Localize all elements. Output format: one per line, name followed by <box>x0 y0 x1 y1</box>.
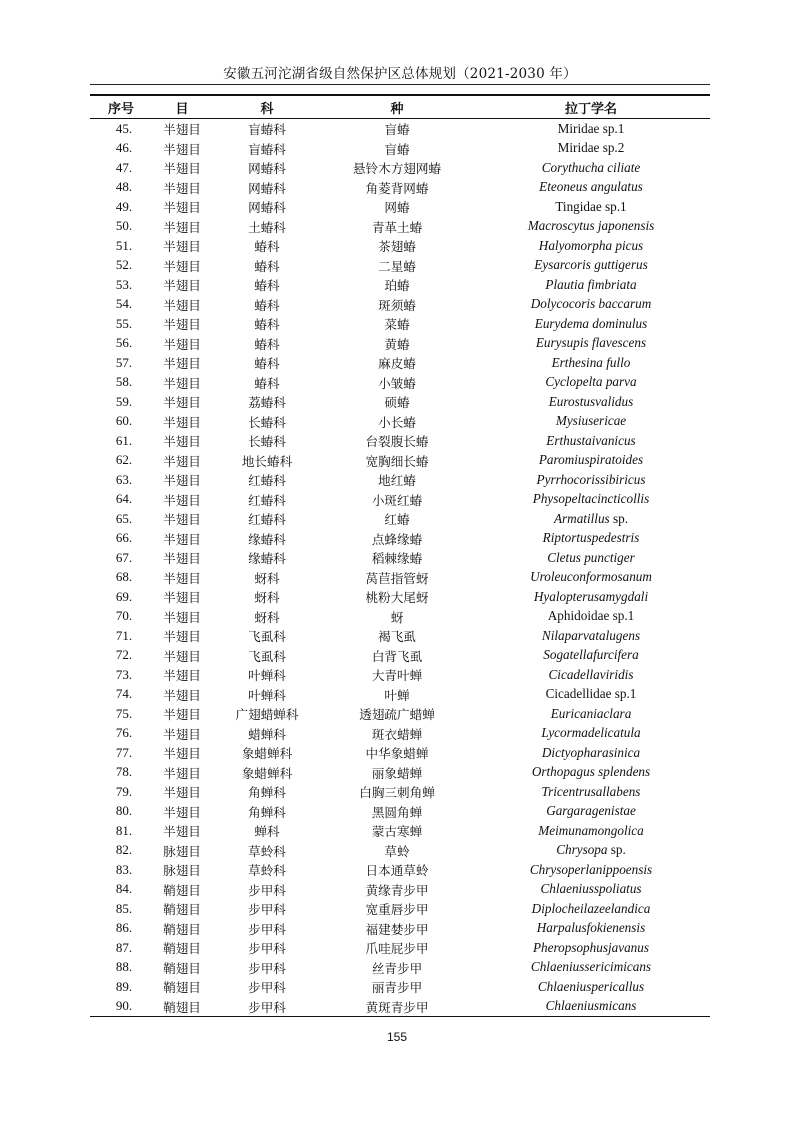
order-cell: 半翅目 <box>163 629 201 645</box>
row-index: 64. <box>115 491 133 507</box>
species-cell: 硕蝽 <box>384 395 410 411</box>
species-cell: 黄缘青步甲 <box>365 882 429 898</box>
page-header-title: 安徽五河沱湖省级自然保护区总体规划（2021-2030 年） <box>223 66 577 82</box>
row-index: 58. <box>115 374 133 390</box>
row-index: 74. <box>115 686 133 702</box>
order-cell: 半翅目 <box>163 453 201 469</box>
order-cell: 鞘翅目 <box>163 921 201 937</box>
family-cell: 长蝽科 <box>248 414 286 430</box>
table-row <box>90 217 710 237</box>
family-cell: 步甲科 <box>248 921 286 937</box>
row-index: 72. <box>115 647 133 663</box>
species-cell: 二星蝽 <box>378 258 416 274</box>
table-row <box>90 704 710 724</box>
species-cell: 悬铃木方翅网蝽 <box>352 161 442 177</box>
species-cell: 斑须蝽 <box>378 297 416 313</box>
table-row <box>90 841 710 861</box>
order-cell: 半翅目 <box>163 492 201 508</box>
row-index: 69. <box>115 588 133 604</box>
order-cell: 半翅目 <box>163 746 201 762</box>
row-index: 57. <box>115 354 133 370</box>
family-cell: 蜡蝉科 <box>248 726 286 742</box>
order-cell: 半翅目 <box>163 258 201 274</box>
order-cell: 半翅目 <box>163 648 201 664</box>
species-cell: 黄蝽 <box>384 336 410 352</box>
order-cell: 鞘翅目 <box>163 941 201 957</box>
row-index: 84. <box>115 881 133 897</box>
order-cell: 半翅目 <box>163 395 201 411</box>
row-index: 49. <box>115 198 133 214</box>
order-cell: 鞘翅目 <box>163 980 201 996</box>
order-cell: 半翅目 <box>163 765 201 781</box>
table-row <box>90 782 710 802</box>
row-index: 82. <box>115 842 133 858</box>
column-header-family: 科 <box>212 95 322 119</box>
species-cell: 菜蝽 <box>384 317 410 333</box>
species-cell: 青革土蝽 <box>371 219 423 235</box>
order-cell: 半翅目 <box>163 219 201 235</box>
row-index: 63. <box>115 471 133 487</box>
latin-name-cell: Eurostusvalidus <box>548 393 634 409</box>
order-cell: 半翅目 <box>163 336 201 352</box>
table-row <box>90 821 710 841</box>
table-row <box>90 529 710 549</box>
family-cell: 象蜡蝉科 <box>241 746 293 762</box>
family-cell: 象蜡蝉科 <box>241 765 293 781</box>
latin-name-cell: Uroleuconformosanum <box>530 569 652 585</box>
family-cell: 红蝽科 <box>248 473 286 489</box>
latin-name-cell: Diplocheilazeelandica <box>531 900 651 916</box>
row-index: 83. <box>115 861 133 877</box>
row-index: 70. <box>115 608 133 624</box>
latin-name-cell <box>472 509 710 529</box>
species-cell: 黄斑青步甲 <box>322 997 472 1017</box>
latin-name-cell: Erthesina fullo <box>551 354 631 370</box>
order-cell: 半翅目 <box>163 804 201 820</box>
table-row <box>90 236 710 256</box>
species-cell: 白胸三刺角蝉 <box>359 785 435 801</box>
table-row <box>90 197 710 217</box>
table-row <box>90 431 710 451</box>
family-cell: 长蝽科 <box>248 434 286 450</box>
row-index: 89. <box>115 978 133 994</box>
order-cell: 半翅目 <box>163 375 201 391</box>
order-cell: 半翅目 <box>163 590 201 606</box>
latin-name-cell: Sogatellafurcifera <box>543 647 639 663</box>
header-divider <box>90 84 710 85</box>
row-index: 67. <box>115 549 133 565</box>
row-index: 61. <box>115 432 133 448</box>
species-cell: 宽重唇步甲 <box>365 902 429 918</box>
row-index: 79. <box>115 783 133 799</box>
family-cell: 网蝽科 <box>248 180 286 196</box>
order-cell: 半翅目 <box>163 161 201 177</box>
row-index: 80. <box>115 803 133 819</box>
table-row <box>90 353 710 373</box>
latin-name-cell: Physopeltacincticollis <box>532 491 650 507</box>
page-number: 155 <box>386 1030 408 1044</box>
order-cell: 半翅目 <box>163 707 201 723</box>
species-cell: 小斑红蝽 <box>371 492 423 508</box>
order-cell: 脉翅目 <box>163 863 201 879</box>
row-index: 56. <box>115 335 133 351</box>
species-cell: 草蛉 <box>384 843 410 859</box>
row-index: 59. <box>115 393 133 409</box>
latin-name-cell: Pheropsophusjavanus <box>533 939 649 955</box>
family-cell: 叶蝉科 <box>248 668 286 684</box>
order-cell: 半翅目 <box>163 141 201 157</box>
family-cell: 蝽科 <box>254 297 280 313</box>
species-cell: 盲蝽 <box>384 141 410 157</box>
table-row <box>90 743 710 763</box>
table-row <box>90 938 710 958</box>
latin-name-cell: Chlaeniussericimicans <box>530 959 652 975</box>
species-cell: 莴苣指管蚜 <box>365 570 429 586</box>
row-index: 66. <box>115 530 133 546</box>
species-cell: 斑衣蜡蝉 <box>371 726 423 742</box>
species-cell: 桃粉大尾蚜 <box>365 590 429 606</box>
table-row <box>90 607 710 627</box>
family-cell: 红蝽科 <box>248 512 286 528</box>
species-cell: 大青叶蝉 <box>371 668 423 684</box>
row-index: 52. <box>115 257 133 273</box>
table-body <box>90 119 710 1017</box>
order-cell: 半翅目 <box>163 570 201 586</box>
row-index: 68. <box>115 569 133 585</box>
family-cell: 蚜科 <box>254 590 280 606</box>
family-cell: 红蝽科 <box>248 492 286 508</box>
order-cell: 半翅目 <box>163 726 201 742</box>
latin-name-cell: Hyalopterusamygdali <box>533 588 649 604</box>
table-row <box>90 899 710 919</box>
latin-name-cell: Riptortuspedestris <box>542 530 640 546</box>
species-cell: 麻皮蝽 <box>378 356 416 372</box>
family-cell: 步甲科 <box>248 902 286 918</box>
order-cell: 半翅目 <box>163 317 201 333</box>
family-cell: 飞虱科 <box>248 648 286 664</box>
row-index: 46. <box>115 140 133 156</box>
latin-name-cell: Chrysoperlanippoensis <box>529 861 653 877</box>
row-index: 48. <box>115 179 133 195</box>
species-cell: 白背飞虱 <box>371 648 423 664</box>
latin-name-cell: Miridae sp.1 <box>557 120 625 136</box>
column-header-species: 种 <box>322 95 472 119</box>
order-cell: 半翅目 <box>163 609 201 625</box>
table-row <box>90 997 710 1017</box>
species-cell: 地红蝽 <box>378 473 416 489</box>
row-index: 87. <box>115 939 133 955</box>
table-row <box>90 158 710 178</box>
table-row <box>90 470 710 490</box>
species-cell: 褐飞虱 <box>378 629 416 645</box>
species-cell: 小皱蝽 <box>378 375 416 391</box>
table-row <box>90 256 710 276</box>
order-cell: 半翅目 <box>163 668 201 684</box>
table-row <box>90 178 710 198</box>
row-index: 51. <box>115 237 133 253</box>
table-header-row <box>90 95 710 119</box>
family-cell: 网蝽科 <box>248 161 286 177</box>
latin-name-cell <box>472 841 710 861</box>
table-row <box>90 119 710 139</box>
family-cell: 角蝉科 <box>248 785 286 801</box>
family-cell: 广翅蜡蝉科 <box>235 707 299 723</box>
table-row <box>90 860 710 880</box>
species-cell: 透翅疏广蜡蝉 <box>359 707 435 723</box>
latin-name-cell: Eteoneus angulatus <box>539 179 643 195</box>
family-cell: 蝽科 <box>254 317 280 333</box>
order-cell: 半翅目 <box>163 297 201 313</box>
family-cell: 步甲科 <box>248 980 286 996</box>
latin-name-cell: Meimunamongolica <box>538 822 644 838</box>
family-cell: 步甲科 <box>248 960 286 976</box>
table-row <box>90 587 710 607</box>
table-row <box>90 958 710 978</box>
table-row <box>90 275 710 295</box>
family-cell: 叶蝉科 <box>248 687 286 703</box>
order-cell: 鞘翅目 <box>163 960 201 976</box>
latin-name-cell: Eurysupis flavescens <box>535 335 647 351</box>
table-row <box>90 880 710 900</box>
table-row <box>90 139 710 159</box>
latin-name-cell: Chlaeniusspoliatus <box>540 881 642 897</box>
order-cell: 鞘翅目 <box>152 997 212 1017</box>
row-index: 86. <box>115 920 133 936</box>
species-cell: 叶蝉 <box>384 687 410 703</box>
species-cell: 宽胸细长蝽 <box>365 453 429 469</box>
latin-name-cell: Tricentrusallabens <box>541 783 641 799</box>
row-index: 50. <box>115 218 133 234</box>
latin-name-cell: Aphidoidae sp.1 <box>547 608 635 624</box>
species-cell: 小长蝽 <box>378 414 416 430</box>
latin-name-cell: Miridae sp.2 <box>557 140 625 156</box>
order-cell: 半翅目 <box>163 512 201 528</box>
latin-name-cell: Euricaniaclara <box>550 705 632 721</box>
latin-name-cell: Cicadellidae sp.1 <box>545 686 637 702</box>
latin-genus-part: Armatillus <box>553 510 610 526</box>
table-row <box>90 802 710 822</box>
row-index: 60. <box>115 413 133 429</box>
species-cell: 爪哇屁步甲 <box>365 941 429 957</box>
latin-name-cell: Chlaeniuspericallus <box>537 978 645 994</box>
order-cell: 半翅目 <box>163 239 201 255</box>
latin-name-cell: Cicadellaviridis <box>548 666 634 682</box>
column-header-latin-name: 拉丁学名 <box>472 95 710 119</box>
latin-name-cell: Dictyopharasinica <box>541 744 641 760</box>
species-cell: 红蝽 <box>384 512 410 528</box>
species-cell: 黑圆角蝉 <box>371 804 423 820</box>
family-cell: 草蛉科 <box>248 843 286 859</box>
latin-name-cell: Harpalusfokienensis <box>536 920 646 936</box>
family-cell: 蝽科 <box>254 336 280 352</box>
latin-name-cell: Dolycocoris baccarum <box>530 296 652 312</box>
table-row <box>90 568 710 588</box>
family-cell: 飞虱科 <box>248 629 286 645</box>
species-cell: 蒙古寒蝉 <box>371 824 423 840</box>
table-row <box>90 665 710 685</box>
latin-name-cell: Chlaeniusmicans <box>472 997 710 1017</box>
table-row <box>90 392 710 412</box>
latin-name-cell: Orthopagus splendens <box>531 764 651 780</box>
order-cell: 半翅目 <box>163 434 201 450</box>
table-row <box>90 685 710 705</box>
latin-name-cell: Gargaragenistae <box>546 803 636 819</box>
row-index: 47. <box>115 159 133 175</box>
row-index: 65. <box>115 510 133 526</box>
latin-sp-part: sp. <box>607 842 626 858</box>
latin-name-cell: Erthustaivanicus <box>546 432 636 448</box>
row-index: 45. <box>115 120 133 136</box>
order-cell: 脉翅目 <box>163 843 201 859</box>
row-index: 81. <box>115 822 133 838</box>
table-row <box>90 763 710 783</box>
row-index: 54. <box>115 296 133 312</box>
row-index: 73. <box>115 666 133 682</box>
order-cell: 半翅目 <box>163 414 201 430</box>
table-row <box>90 490 710 510</box>
latin-name-cell: Eurydema dominulus <box>534 315 648 331</box>
table-row <box>90 646 710 666</box>
latin-name-cell: Plautia fimbriata <box>545 276 637 292</box>
order-cell: 半翅目 <box>163 473 201 489</box>
family-cell: 地长蝽科 <box>241 453 293 469</box>
family-cell: 盲蝽科 <box>248 122 286 138</box>
species-cell: 中华象蜡蝉 <box>365 746 429 762</box>
family-cell: 蚜科 <box>254 570 280 586</box>
latin-name-cell: Cyclopelta parva <box>545 374 637 390</box>
order-cell: 半翅目 <box>163 687 201 703</box>
table-row <box>90 509 710 529</box>
order-cell: 半翅目 <box>163 200 201 216</box>
latin-name-cell: Macroscytus japonensis <box>527 218 655 234</box>
latin-name-cell: Tingidae sp.1 <box>555 198 627 214</box>
order-cell: 鞘翅目 <box>163 882 201 898</box>
row-index: 90. <box>90 997 152 1017</box>
table-row <box>90 548 710 568</box>
family-cell: 蝉科 <box>254 824 280 840</box>
order-cell: 半翅目 <box>163 356 201 372</box>
row-index: 78. <box>115 764 133 780</box>
latin-genus-part: Chrysopa <box>556 842 608 858</box>
family-cell: 步甲科 <box>248 882 286 898</box>
row-index: 62. <box>115 452 133 468</box>
order-cell: 半翅目 <box>163 278 201 294</box>
family-cell: 荔蝽科 <box>248 395 286 411</box>
latin-name-cell: Eysarcoris guttigerus <box>534 257 648 273</box>
species-cell: 稻棘缘蝽 <box>371 551 423 567</box>
table-row <box>90 314 710 334</box>
latin-name-cell: Cletus punctiger <box>547 549 635 565</box>
family-cell: 草蛉科 <box>248 863 286 879</box>
species-cell: 福建婪步甲 <box>365 921 429 937</box>
species-cell: 茶翅蝽 <box>378 239 416 255</box>
family-cell: 蝽科 <box>254 375 280 391</box>
order-cell: 半翅目 <box>163 551 201 567</box>
latin-name-cell: Halyomorpha picus <box>538 237 644 253</box>
order-cell: 半翅目 <box>163 785 201 801</box>
species-cell: 蚜 <box>390 609 404 625</box>
latin-name-cell: Nilaparvatalugens <box>541 627 641 643</box>
family-cell: 步甲科 <box>248 941 286 957</box>
family-cell: 盲蝽科 <box>248 141 286 157</box>
species-cell: 丽青步甲 <box>371 980 423 996</box>
family-cell: 土蝽科 <box>248 219 286 235</box>
species-cell: 角菱背网蝽 <box>365 180 429 196</box>
species-cell: 日本通草蛉 <box>365 863 429 879</box>
family-cell: 步甲科 <box>212 997 322 1017</box>
family-cell: 蝽科 <box>254 258 280 274</box>
order-cell: 半翅目 <box>163 824 201 840</box>
latin-name-cell: Paromiuspiratoides <box>538 452 644 468</box>
family-cell: 角蝉科 <box>248 804 286 820</box>
table-row <box>90 373 710 393</box>
row-index: 76. <box>115 725 133 741</box>
row-index: 88. <box>115 959 133 975</box>
family-cell: 蝽科 <box>254 356 280 372</box>
species-cell: 盲蝽 <box>384 122 410 138</box>
latin-sp-part: sp. <box>609 510 628 526</box>
latin-name-cell: Mysiusericae <box>555 413 627 429</box>
species-cell: 丽象蜡蝉 <box>371 765 423 781</box>
column-header-index: 序号 <box>90 95 152 119</box>
row-index: 77. <box>115 744 133 760</box>
table-row <box>90 334 710 354</box>
species-cell: 网蝽 <box>384 200 410 216</box>
species-cell: 珀蝽 <box>384 278 410 294</box>
family-cell: 蝽科 <box>254 239 280 255</box>
species-table <box>90 94 710 1017</box>
species-cell: 点蜂缘蝽 <box>371 531 423 547</box>
row-index: 85. <box>115 900 133 916</box>
row-index: 55. <box>115 315 133 331</box>
family-cell: 网蝽科 <box>248 200 286 216</box>
family-cell: 缘蝽科 <box>248 531 286 547</box>
row-index: 53. <box>115 276 133 292</box>
table-row <box>90 977 710 997</box>
latin-name-cell: Pyrrhocorissibiricus <box>536 471 646 487</box>
table-row <box>90 919 710 939</box>
family-cell: 缘蝽科 <box>248 551 286 567</box>
order-cell: 半翅目 <box>163 122 201 138</box>
table-row <box>90 626 710 646</box>
table-row <box>90 724 710 744</box>
species-cell: 台裂腹长蝽 <box>365 434 429 450</box>
table-row <box>90 451 710 471</box>
column-header-order: 目 <box>152 95 212 119</box>
order-cell: 鞘翅目 <box>163 902 201 918</box>
row-index: 71. <box>115 627 133 643</box>
order-cell: 半翅目 <box>163 531 201 547</box>
latin-name-cell: Lycormadelicatula <box>541 725 641 741</box>
table-row <box>90 412 710 432</box>
order-cell: 半翅目 <box>163 180 201 196</box>
family-cell: 蚜科 <box>254 609 280 625</box>
row-index: 75. <box>115 705 133 721</box>
family-cell: 蝽科 <box>254 278 280 294</box>
table-row <box>90 295 710 315</box>
latin-name-cell: Corythucha ciliate <box>541 159 641 175</box>
species-cell: 丝青步甲 <box>371 960 423 976</box>
